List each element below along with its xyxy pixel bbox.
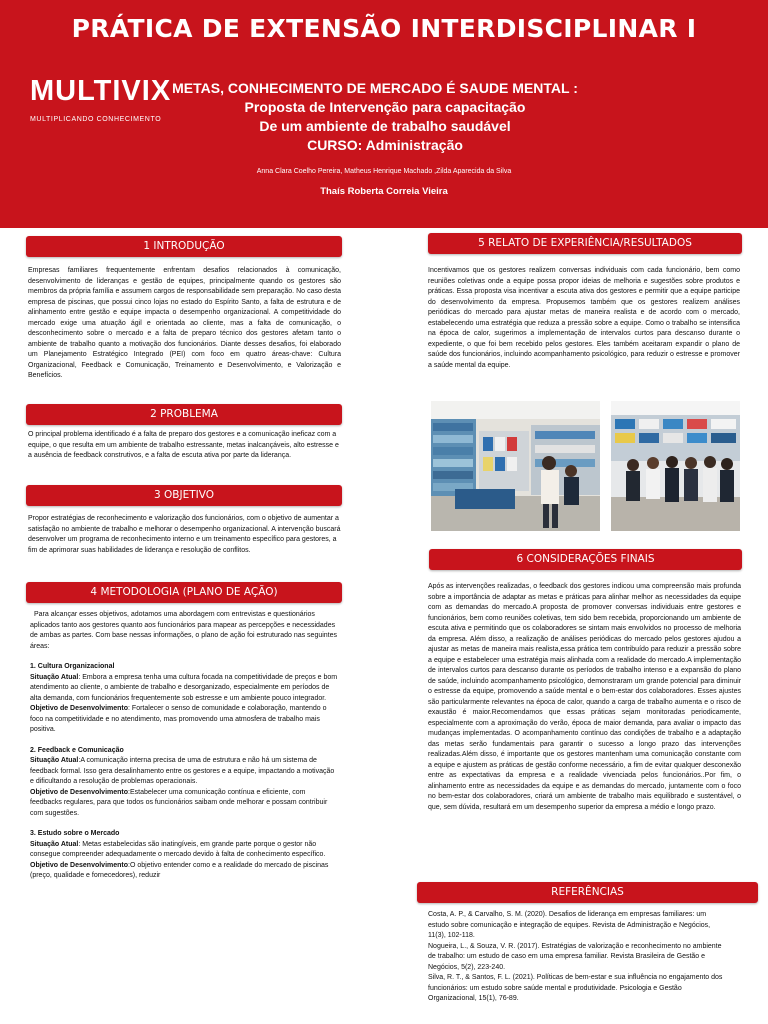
method-item-2-objective: Objetivo de Desenvolvimento:Estabelecer uma comunicação contínua e eficiente, com feedbacks regulares, para que todos os funcionários saibam onde melhorar e possam contribuir com sugestões.	[30, 788, 328, 817]
methodology-text	[30, 610, 338, 882]
logo-wordmark: MULTIVIX	[30, 75, 172, 107]
subtitle-line-4: CURSO: Administração	[307, 137, 463, 153]
problem-text: O principal problema identificado é a falta de preparo dos gestores e a comunicação ineficaz com a equipe, o que resulta em um ambiente de trabalho estressante, metas inalcançáveis, alto estresse e a ausência de feedback construtivos, e a falta de escuta ativa por parte da liderança.	[28, 431, 339, 459]
reference-line: Nogueira, L., & Souza, V. R. (2017). Estratégias de valorização e reconhecimento no ambiente	[428, 942, 722, 950]
method-item-1-title: 1. Cultura Organizacional	[30, 663, 115, 670]
section-title-results: 5 RELATO DE EXPERIÊNCIA/RESULTADOS	[428, 233, 742, 254]
reference-line: funcionários: um estudo sobre saúde mental e produtividade. Psicologia e Gestão	[428, 984, 682, 992]
method-item-3-situation: Situação Atual: Metas estabelecidas são inatingíveis, em grande parte porque o gestor não consegue compreender adequadamente o mercado devido à falta de conhecimento específico.	[30, 840, 326, 858]
reference-line: Organizacional, 15(1), 76-89.	[428, 995, 519, 1002]
objective-text: Propor estratégias de reconhecimento e valorização dos funcionários, com o objetivo de aumentar a satisfação no ambiente de trabalho e melhorar o desempenho organizacional. A intervenção buscará desenvolver um programa de reconhecimento interno e um treinamento específico para gestores, a fim de aprimorar suas habilidades de liderança e resolução de conflitos.	[28, 515, 341, 554]
method-item-1-situation: Situação Atual: Embora a empresa tenha uma cultura focada na competitividade de preços e bom atendimento ao cliente, o ambiente de trabalho e desorganizado, especialmente em períodos de alta demanda, com funcionários frequentemente sob estresse e um ambiente pouco integrador.	[30, 673, 338, 702]
method-item-3-title: 3. Estudo sobre o Mercado	[30, 830, 120, 837]
section-title-methodology	[26, 582, 342, 603]
subtitle-line-3: De um ambiente de trabalho saudável	[259, 118, 511, 134]
section-title-introduction: 1 INTRODUÇÃO	[26, 236, 342, 257]
subtitle-line-2: Proposta de Intervenção para capacitação	[244, 99, 526, 115]
final-considerations-text: Após as intervenções realizadas, o feedback dos gestores indicou uma compreensão mais profunda sobre a importância de adaptar as metas e práticas para alinhar melhor as necessidades da equipe com as demandas do mercado.A proposta de promover conversas individuais entre gestores e funcionários, bem como reuniões coletivas, tem sido bem recebida, proporcionando um ambiente de escuta ativa e permitindo que os colaboradores se sintam mais envolvidos no processo de melhoria da empresa. Além disso, a realização de análises periódicas do mercado pelos gestores ajudou a ajustar as metas de maneira mais realista,essa prática tem contribuído para reduzir a pressão sobre a equipe e estabelecer uma estratégia mais alinhada com a realidade do mercado.A implementação de intervalos curtos para descanso durante os períodos de trabalho intenso e a expansão do plano de saúde, incluindo acompanhamento psicológico, demonstraram um grande potencial para diminuir o estresse da equipe, promovendo a saúde mental e o bem-estar dos colaboradores. Esses ajustes são particularmente relevantes na época de calor, quando a carga de trabalho aumenta e o risco de exaustão é maior.Recomendamos que essas práticas sejam monitoradas periodicamente, especialmente com a aproximação do verão, época de maior demanda, para avaliar o impacto das mudanças implementadas. O acompanhamento contínuo das condições de trabalho e a adaptação das metas serão fundamentais para garantir o sucesso a longo prazo das intervenções realizadas.Além disso, é importante que os gestores mantenham uma comunicação constante com a equipe e ajustem as práticas de gestão conforme necessário, a fim de evitar qualquer desconexão entre as expectativas da empresa e a realidade vivenciada pelos funcionários..Por fim, o alinhamento entre as necessidades da equipe e as demandas do mercado, juntamente com o foco no bem-estar dos colaboradores, criará um ambiente de trabalho mais equilibrado e sustentável, o que, sem dúvida, resultará em um desempenho superior da empresa a médio e longo prazo.	[428, 583, 741, 811]
poster-title: PRÁTICA DE EXTENSÃO INTERDISCIPLINAR I	[71, 14, 697, 43]
authors: Anna Clara Coelho Pereira, Matheus Henrique Machado ,Zilda Aparecida da Silva	[256, 168, 512, 175]
store-interior-photo	[431, 401, 600, 531]
reference-line: Costa, A. P., & Carvalho, S. M. (2020). Desafios de liderança em empresas familiares: um	[428, 911, 707, 918]
team-group-photo	[611, 401, 740, 531]
subtitle-block	[170, 80, 600, 154]
method-item-2-title: 2. Feedback e Comunicação	[30, 746, 124, 754]
reference-line: Negócios, 5(2), 223-240.	[428, 963, 506, 971]
section-title-problem: 2 PROBLEMA	[26, 404, 342, 425]
multivix-logo	[30, 76, 170, 123]
reference-line: de trabalho: um estudo de caso em uma empresa familiar. Revista Brasileira de Gestão e	[428, 953, 706, 960]
reference-line: Silva, R. T., & Santos, F. L. (2021). Políticas de bem-estar e sua influência no engajamento dos	[428, 974, 723, 981]
references-list	[428, 910, 758, 1005]
advisor: Thaís Roberta Correia Vieira	[320, 186, 448, 197]
results-text: Incentivamos que os gestores realizem conversas individuais com cada funcionário, bem como reuniões coletivas onde a equipe possa propor ideias de melhoria e sugestões sobre produtos e práticas. Essa proposta visa incentivar a escuta ativa dos gestores e permitir que a equipe participe do desenvolvimento da empresa. Propusemos também que os gestores realizem análises periódicas do mercado para ajustar metas de maneira realista e de acordo com o mercado, estabelecendo uma estratégia que reduza a pressão sobre a equipe. Como o trabalho se intensifica na época de calor, sugerimos a implementação de intervalos curtos para descanso durante o expediente, o que foi bem recebido pelos gestores. Eles também aceitaram expandir o plano de saúde dos funcionários, incluindo acompanhamento psicológico, para reduzir o estresse e promover a saúde mental da equipe.	[428, 267, 740, 369]
reference-line: 11(3), 102-118.	[428, 932, 475, 939]
header-banner	[0, 0, 768, 228]
method-item-1-objective: Objetivo de Desenvolvimento: Fortalecer o senso de comunidade e colaboração, mantendo o foco na competitividade e no atendimento, mas promovendo uma atmosfera de trabalho mais positiva.	[30, 705, 327, 733]
section-title-objective: 3 OBJETIVO	[26, 485, 342, 506]
method-item-2-situation: Situação Atual:A comunicação interna precisa de uma de estrutura e não há um sistema de feedback formal. Isso gera desalinhamento entre os gestores e a equipe, impactando a motivação e dificultando a resolução de problemas operacionais.	[30, 757, 335, 785]
subtitle-line-1: METAS, CONHECIMENTO DE MERCADO É SAUDE MENTAL :	[172, 80, 578, 96]
introduction-text: Empresas familiares frequentemente enfrentam desafios relacionados à comunicação, desenvolvimento de lideranças e gestão de equipes, principalmente quando os gestores são membros da própria família e assumem cargos de responsabilidade sem preparação. No caso desta empresa de piscinas, que possui cinco lojas no estado do Espírito Santo, a falta de estrutura e de alinhamento entre gestão e equipe impacta o desempenho organizacional. A competitividade do mercado exige uma atuação ágil e orientada ao cliente, mas a falta de comunicação, o desconhecimento sobre o mercado e a falta de preparo técnico dos gestores afetam tanto o ambiente de trabalho quanto a motivação dos funcionários. Diante desses desafios, foi elaborado um Planejamento Estratégico Integrado (PEI) com foco em quatro áreas-chave: Cultura Organizacional, Feedback e Comunicação, Treinamento e Desenvolvimento, e Valorização e Benefícios.	[28, 267, 341, 379]
methodology-title-text: 4 METODOLOGIA (PLANO DE AÇÃO)	[90, 586, 278, 598]
section-title-references: REFERÊNCIAS	[417, 882, 758, 903]
reference-line: estudo sobre comunicação e integração de equipes. Revista de Administração e Negócios,	[428, 921, 711, 929]
methodology-intro: Para alcançar esses objetivos, adotamos uma abordagem com entrevistas e questionários aplicados tanto aos gestores quanto aos funcionários para mapear as percepções e necessidades de ambas as partes. Com base nessas informações, o plano de ação foi estruturado nas seguintes áreas:	[30, 611, 338, 650]
logo-tagline: MULTIPLICANDO CONHECIMENTO	[30, 116, 162, 123]
section-title-final-considerations: 6 CONSIDERAÇÕES FINAIS	[429, 549, 742, 570]
method-item-3-objective: Objetivo de Desenvolvimento:O objetivo entender como e a realidade do mercado de piscinas (preço, qualidade e fornecedores), reduzir	[30, 861, 329, 879]
